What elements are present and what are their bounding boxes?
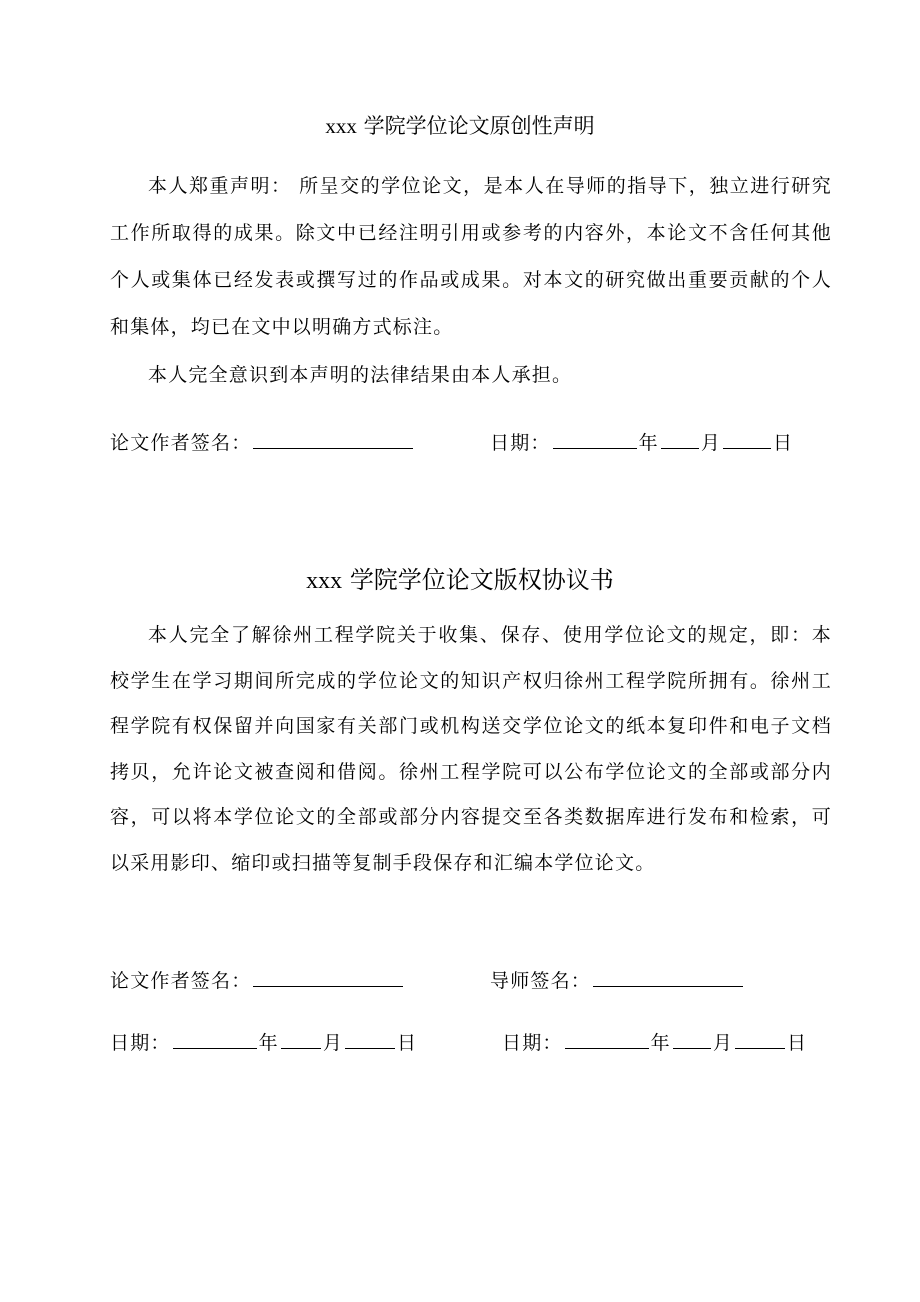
agreement-author-month-label: 月 [322, 1032, 344, 1054]
agreement-advisor-day-label: 日 [787, 1032, 808, 1054]
agreement-title [0, 564, 920, 597]
agreement-advisor-date-label: 日期： [502, 1032, 563, 1054]
declaration-year-label: 年 [638, 432, 659, 454]
agreement-advisor-month-label: 月 [712, 1032, 734, 1054]
agreement-author-year-label: 年 [258, 1032, 279, 1054]
agreement-title-text: 学院学位论文版权协议书 [349, 566, 614, 594]
agreement-advisor-year-label: 年 [650, 1032, 671, 1054]
declaration-date-label: 日期： [490, 432, 551, 454]
agreement-author-signature-row [110, 964, 405, 996]
declaration-year-blank [553, 426, 637, 449]
agreement-advisor-signature-row [490, 964, 745, 996]
declaration-day-blank [723, 426, 771, 449]
declaration-date-row [490, 426, 793, 458]
declaration-paragraph-2: 本人完全意识到本声明的法律结果由本人承担。 [148, 364, 573, 386]
agreement-author-date-row [110, 1026, 417, 1058]
declaration-author-signature-label: 论文作者签名： [110, 432, 252, 454]
declaration-month-label: 月 [700, 432, 722, 454]
agreement-author-signature-blank [253, 964, 403, 987]
agreement-author-date-label: 日期： [110, 1032, 171, 1054]
agreement-author-month-blank [281, 1026, 321, 1049]
agreement-advisor-year-blank [565, 1026, 649, 1049]
agreement-advisor-day-blank [735, 1026, 785, 1049]
agreement-author-day-blank [345, 1026, 395, 1049]
agreement-title-prefix: xxx [306, 568, 343, 594]
declaration-title-prefix: xxx [325, 114, 357, 138]
agreement-advisor-month-blank [673, 1026, 711, 1049]
declaration-month-blank [661, 426, 699, 449]
agreement-author-day-label: 日 [397, 1032, 418, 1054]
declaration-title-text: 学院学位论文原创性声明 [363, 114, 595, 138]
declaration-title [0, 112, 920, 140]
declaration-day-label: 日 [773, 432, 794, 454]
agreement-advisor-signature-blank [593, 964, 743, 987]
declaration-paragraph-1: 本人郑重声明： 所呈交的学位论文，是本人在导师的指导下，独立进行研究工作所取得的成果。除文中已经注明引用或参考的内容外，本论文不含任何其他个人或集体已经发表或撰写过的作品或成果。对本文的研究做出重要贡献的个人和集体，均已在文中以明确方式标注。 [110, 175, 832, 338]
agreement-author-year-blank [173, 1026, 257, 1049]
agreement-advisor-date-row [502, 1026, 807, 1058]
agreement-paragraph: 本人完全了解徐州工程学院关于收集、保存、使用学位论文的规定，即：本校学生在学习期间所完成的学位论文的知识产权归徐州工程学院所拥有。徐州工程学院有权保留并向国家有关部门或机构送交学位论文的纸本复印件和电子文档拷贝，允许论文被查阅和借阅。徐州工程学院可以公布学位论文的全部或部分内容，可以将本学位论文的全部或部分内容提交至各类数据库进行发布和检索，可以采用影印、缩印或扫描等复制手段保存和汇编本学位论文。 [110, 624, 832, 874]
agreement-author-signature-label: 论文作者签名： [110, 970, 252, 992]
declaration-author-signature-blank [253, 426, 413, 449]
declaration-author-signature-row [110, 426, 415, 458]
agreement-advisor-signature-label: 导师签名： [490, 970, 592, 992]
